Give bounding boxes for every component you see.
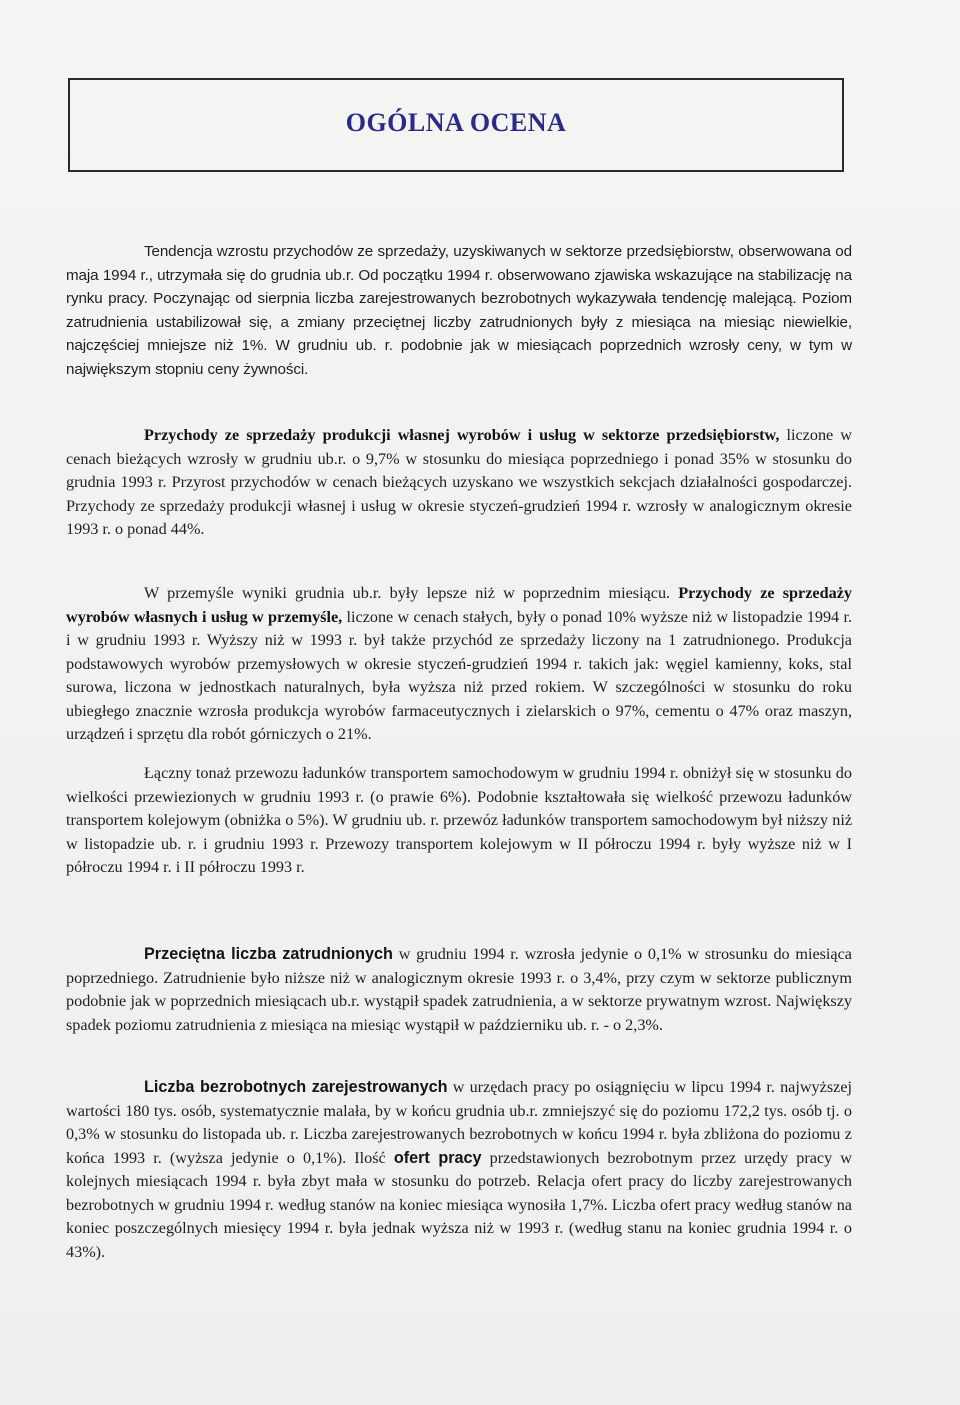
paragraph-text: Tendencja wzrostu przychodów ze sprzedaży, uzyskiwanych w sektorze przedsiębiorstw, obserwowana od maja 1994 r., utrzymała się do grudnia ub.r. Od początku 1994 r. obserwowano zjawiska wskazujące na stabilizację na rynku pracy. Poczynając od sierpnia liczba zarejestrowanych bezrobotnych wykazywała tendencję malejącą. Poziom zatrudnienia ustabilizował się, a zmiany przeciętnej liczby zatrudnionych były z miesiąca na miesiąc niewielkie, najczęściej mniejsze niż 1%. W grudniu ub. r. podobnie jak w miesiącach poprzednich wzrosły ceny, w tym w największym stopniu ceny żywności. <box>66 243 852 378</box>
paragraph-text: liczone w cenach bieżących wzrosły w grudniu ub.r. o 9,7% w stosunku do miesiąca poprzedniego i ponad 35% w stosunku do grudnia 1993 r. Przyrost przychodów w cenach bieżących uzyskano we wszystkich sekcjach działalności gospodarczej. Przychody ze sprzedaży produkcji własnej i usług w okresie styczeń-grudzień 1994 r. wzrosły w analogicznym okresie 1993 r. o ponad 44%. <box>66 426 852 538</box>
paragraph-unemployment <box>66 1076 852 1264</box>
paragraph-enterprise-revenue <box>66 424 852 542</box>
paragraph-lead: W przemyśle wyniki grudnia ub.r. były lepsze niż w poprzednim miesiącu. <box>144 584 679 602</box>
job-offers-heading: ofert pracy <box>393 1148 482 1167</box>
paragraph-general-trends <box>66 240 852 381</box>
paragraph-industry <box>66 582 852 747</box>
paragraph-text: w grudniu 1994 r. wzrosła jedynie o 0,1% w strosunku do miesiąca poprzedniego. Zatrudnienie było niższe niż w analogicznym okresie 1993 r. o 3,4%, przy czym w sektorze publicznym podobnie jak w poprzednich miesiącach ub.r. wystąpił spadek zatrudnienia, a w sektorze prywatnym wzrost. Największy spadek poziomu zatrudnienia z miesiąca na miesiąc wystąpił w październiku ub. r. - o 2,3%. <box>66 945 852 1034</box>
title-box <box>68 78 844 172</box>
paragraph-text: w urzędach pracy po osiągnięciu w lipcu 1994 r. najwyższej wartości 180 tys. osób, systematycznie malała, by w końcu grudnia ub.r. zmniejszyć się do poziomu 172,2 tys. osób tj. o 0,3% w stosunku do listopada ub. r. Liczba zarejestrowanych bezrobotnych w końcu 1994 r. była zbliżona do poziomu z końca 1993 r. (wyższa jedynie o 0,1%). Ilość <box>66 1078 852 1167</box>
paragraph-transport <box>66 762 852 880</box>
paragraph-text: przedstawionych bezrobotnym przez urzędy pracy w kolejnych miesiącach 1994 r. była zbyt mała w stosunku do potrzeb. Relacja ofert pracy do liczby zarejestrowanych bezrobotnych w grudniu 1994 r. według stanów na koniec miesiąca wynosiła 1,7%. Liczba ofert pracy według stanów na koniec poszczególnych miesięcy 1994 r. była jednak wyższa niż w 1993 r. (według stanu na koniec grudnia 1994 r. o 43%). <box>66 1148 852 1261</box>
paragraph-heading: Liczba bezrobotnych zarejestrowanych <box>144 1078 448 1096</box>
paragraph-heading: Przychody ze sprzedaży wyrobów własnych i usług w przemyśle, <box>66 584 852 626</box>
page-title: OGÓLNA OCENA <box>345 108 567 137</box>
paragraph-text: Łączny tonaż przewozu ładunków transportem samochodowym w grudniu 1994 r. obniżył się w stosunku do wielkości przewiezionych w grudniu 1993 r. (o prawie 6%). Podobnie kształtowała się wielkość przewozu ładunków transportem kolejowym (obniżka o 5%). W grudniu ub. r. przewóz ładunków transportem samochodowym był niższy niż w listopadzie ub. r. i grudniu 1993 r. Przewozy transportem kolejowym w II półroczu 1994 r. były wyższe niż w I półroczu 1994 r. i II półroczu 1993 r. <box>66 764 852 876</box>
paragraph-heading: Przeciętna liczba zatrudnionych <box>144 945 393 963</box>
paragraph-text: liczone w cenach stałych, były o ponad 10% wyższe niż w listopadzie 1994 r. i w grudniu 1993 r. Wyższy niż w 1993 r. był także przychód ze sprzedaży liczony na 1 zatrudnionego. Produkcja podstawowych wyrobów przemysłowych w okresie styczeń-grudzień 1994 r. takich jak: węgiel kamienny, koks, stal surowa, liczona w jednostkach naturalnych, była wyższa niż przed rokiem. W szczególności w stosunku do roku ubiegłego znacznie wzrosła produkcja wyrobów farmaceutycznych i zielarskich o 97%, cementu o 47% oraz maszyn, urządzeń i sprzętu dla robót górniczych o 21%. <box>66 607 852 743</box>
paragraph-heading: Przychody ze sprzedaży produkcji własnej wyrobów i usług w sektorze przedsiębiorstw, <box>144 426 780 444</box>
paragraph-employment <box>66 943 852 1037</box>
